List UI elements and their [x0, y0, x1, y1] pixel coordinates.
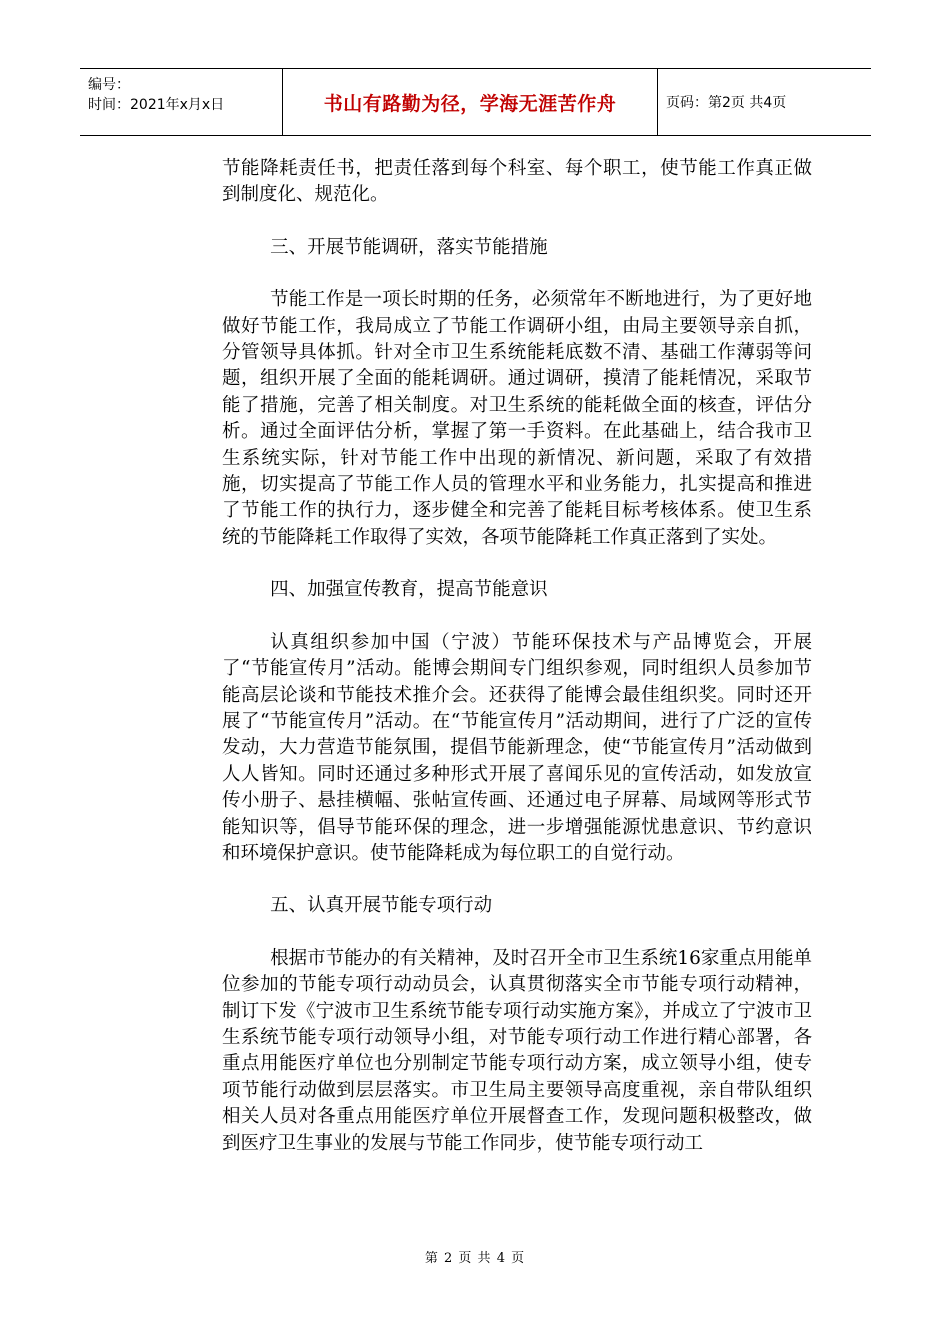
document-time-label: 时间：2021年x月x日	[88, 97, 225, 113]
page-footer: 第 2 页 共 4 页	[424, 1251, 526, 1266]
header-page-info: 页码：第2页 共4页	[666, 95, 787, 111]
document-body	[222, 156, 812, 1157]
paragraph-continued: 节能降耗责任书，把责任落到每个科室、每个职工，使节能工作真正做到制度化、规范化。	[222, 158, 812, 206]
section-heading-4: 四、加强宣传教育，提高节能意识	[270, 579, 548, 601]
paragraph-section-4: 认真组织参加中国（宁波）节能环保技术与产品博览会，开展了“节能宣传月”活动。能博会期间专门组织参观，同时组织人员参加节能高层论谈和节能技术推介会。还获得了能博会最佳组织奖。同时还开展了“节能宣传月”活动。在“节能宣传月”活动期间，进行了广泛的宣传发动，大力营造节能氛围，提倡节能新理念，使“节能宣传月”活动做到人人皆知。同时还通过多种形式开展了喜闻乐见的宣传活动，如发放宣传小册子、悬挂横幅、张帖宣传画、还通过电子屏幕、局域网等形式节能知识等，倡导节能环保的理念，进一步增强能源忧患意识、节约意识和环境保护意识。使节能降耗成为每位职工的自觉行动。	[222, 631, 812, 864]
section-heading-5: 五、认真开展节能专项行动	[270, 895, 493, 917]
document-number-label: 编号：	[88, 77, 130, 93]
section-heading-3: 三、开展节能调研，落实节能措施	[270, 236, 548, 258]
header-motto: 书山有路勤为径，学海无涯苦作舟	[283, 69, 658, 135]
paragraph-section-3: 节能工作是一项长时期的任务，必须常年不断地进行，为了更好地做好节能工作，我局成立了节能工作调研小组，由局主要领导亲自抓，分管领导具体抓。针对全市卫生系统能耗底数不清、基础工作薄弱等问题，组织开展了全面的能耗调研。通过调研，摸清了能耗情况，采取节能了措施，完善了相关制度。对卫生系统的能耗做全面的核查，评估分析。通过全面评估分析，掌握了第一手资料。在此基础上，结合我市卫生系统实际，针对节能工作中出现的新情况、新问题，采取了有效措施，切实提高了节能工作人员的管理水平和业务能力，扎实提高和推进了节能工作的执行力，逐步健全和完善了能耗目标考核体系。使卫生系统的节能降耗工作取得了实效，各项节能降耗工作真正落到了实处。	[222, 289, 812, 548]
page-header	[80, 68, 871, 136]
paragraph-section-5: 根据市节能办的有关精神，及时召开全市卫生系统16家重点用能单位参加的节能专项行动动员会，认真贯彻落实全市节能专项行动精神，制订下发《宁波市卫生系统节能专项行动实施方案》，并成立了宁波市卫生系统节能专项行动领导小组，对节能专项行动工作进行精心部署，各重点用能医疗单位也分别制定节能专项行动方案，成立领导小组，使专项节能行动做到层层落实。市卫生局主要领导高度重视，亲自带队组织相关人员对各重点用能医疗单位开展督查工作，发现问题积极整改，做到医疗卫生事业的发展与节能工作同步，使节能专项行动工	[222, 947, 812, 1154]
header-meta	[80, 69, 283, 135]
